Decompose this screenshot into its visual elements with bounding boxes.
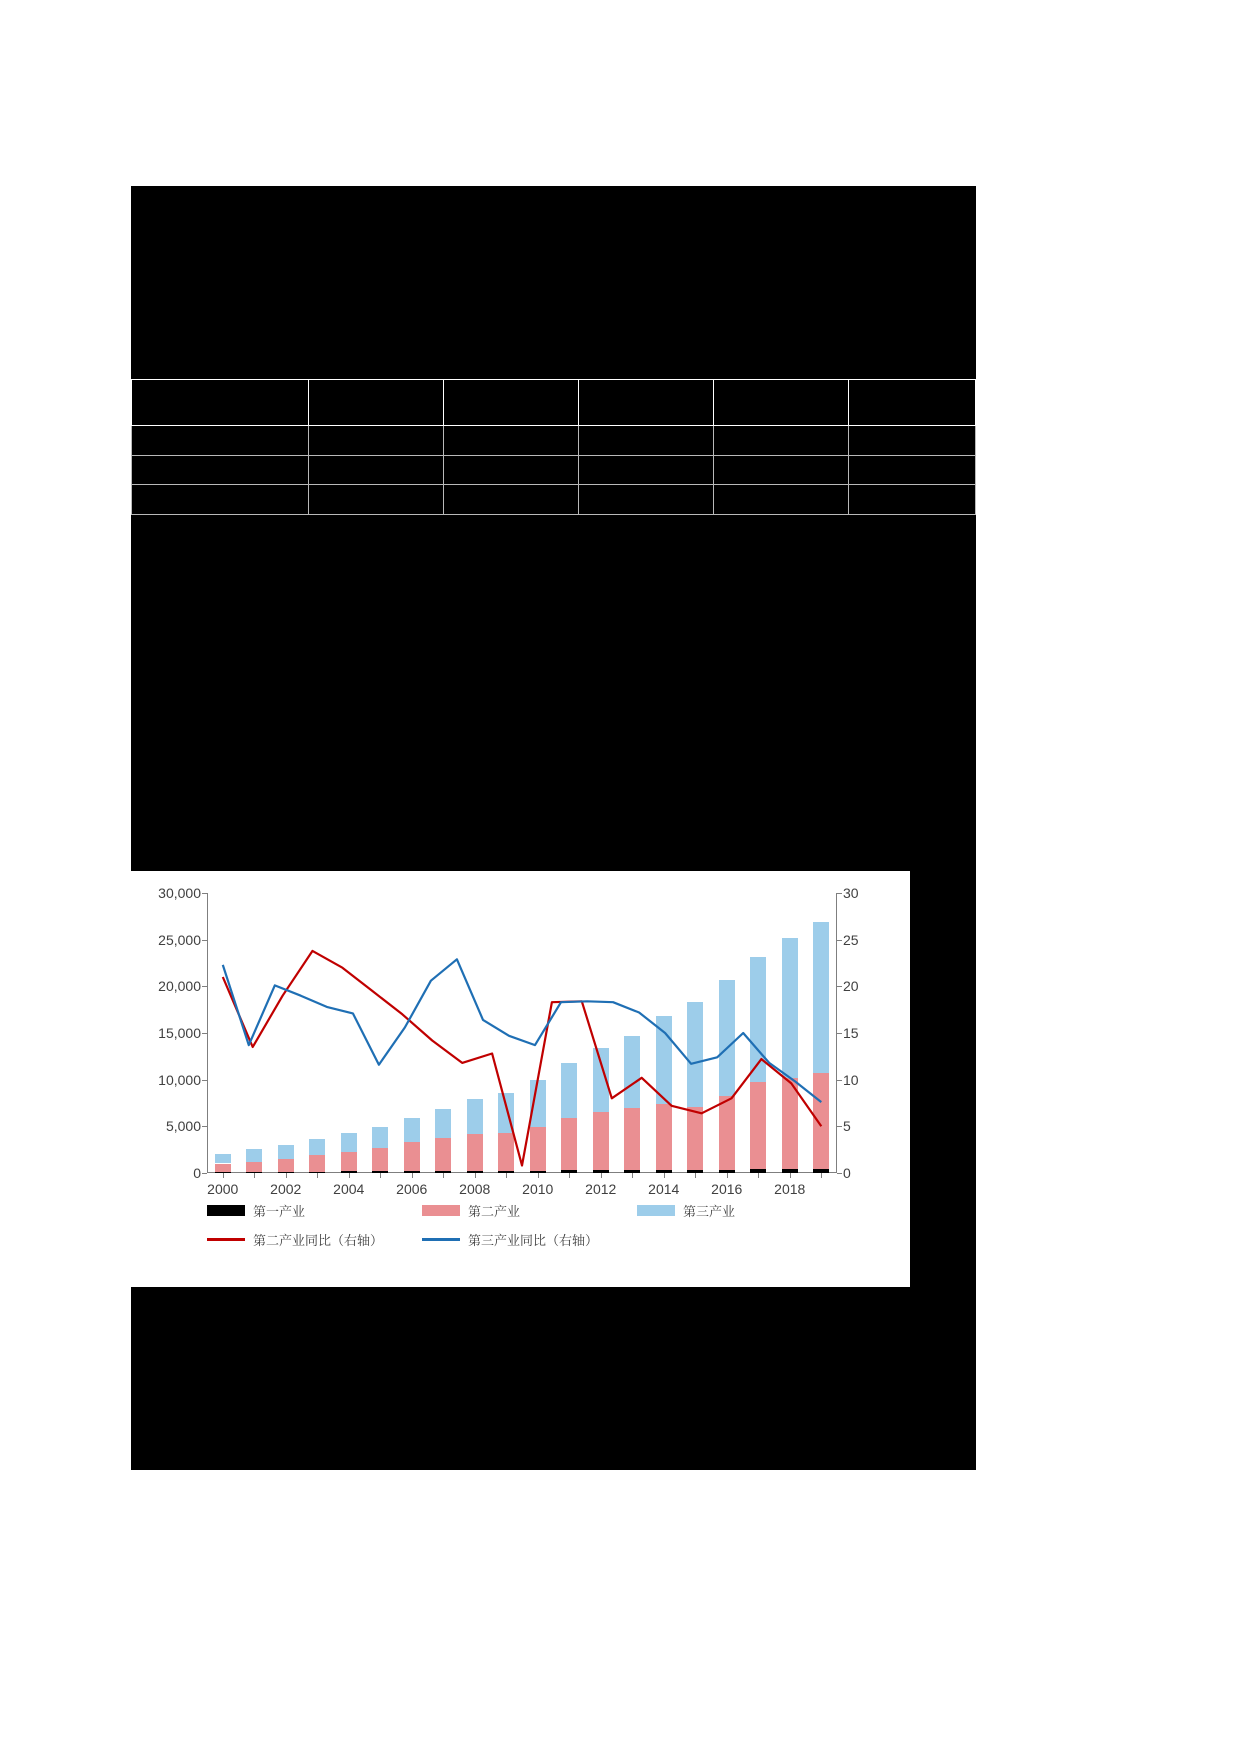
legend-label: 第三产业	[683, 1204, 736, 1219]
y-axis-tick-label: 15,000	[158, 1025, 201, 1041]
x-axis-tick-mark	[506, 1173, 507, 1178]
table-cell	[579, 380, 714, 426]
redacted-block-middle	[131, 515, 976, 871]
x-axis-tick-mark	[475, 1173, 476, 1178]
y-axis-tick-label: 20,000	[158, 978, 201, 995]
x-axis-tick-mark	[727, 1173, 728, 1178]
y2-axis-tick-mark	[837, 940, 842, 941]
legend-line-icon	[422, 1238, 460, 1241]
y-axis-tick-label: 30,000	[158, 885, 201, 901]
table-cell	[714, 426, 849, 456]
table-cell	[309, 485, 444, 515]
y2-axis-tick-mark	[837, 1126, 842, 1127]
table-cell	[132, 485, 309, 515]
x-axis-tick-mark	[349, 1173, 350, 1178]
chart-legend	[207, 1201, 887, 1259]
legend-item-tertiary-yoy	[422, 1230, 598, 1249]
legend-swatch-icon	[207, 1205, 245, 1216]
line-tertiary-yoy	[223, 959, 822, 1102]
x-axis-tick-mark	[632, 1173, 633, 1178]
table-cell	[132, 380, 309, 426]
y2-axis-tick-mark	[837, 1080, 842, 1081]
x-axis-tick-mark	[412, 1173, 413, 1178]
x-axis-tick-label: 2010	[522, 1181, 554, 1197]
x-axis-tick-mark	[695, 1173, 696, 1178]
x-axis-tick-mark	[254, 1173, 255, 1178]
table-cell	[849, 380, 976, 426]
table-cell	[444, 455, 579, 485]
x-axis-tick-mark	[317, 1173, 318, 1178]
y-axis-tick-label: 0	[193, 1165, 201, 1181]
y2-axis-tick-mark	[837, 893, 842, 894]
table-row	[132, 426, 976, 456]
legend-line-icon	[207, 1238, 245, 1241]
table-cell	[849, 485, 976, 515]
table-cell	[849, 455, 976, 485]
x-axis-tick-mark	[569, 1173, 570, 1178]
x-axis-tick-label: 2014	[648, 1181, 680, 1197]
x-axis-tick-label: 2016	[711, 1181, 743, 1197]
y2-axis-tick-label: 15	[843, 1025, 859, 1041]
table-cell	[579, 485, 714, 515]
y2-axis-tick-label: 5	[843, 1118, 851, 1135]
y2-axis-tick-label: 20	[843, 978, 859, 995]
legend-item-secondary	[422, 1201, 637, 1220]
table-cell	[714, 455, 849, 485]
legend-label: 第三产业同比（右轴）	[468, 1233, 599, 1248]
x-axis-tick-mark	[790, 1173, 791, 1178]
y2-axis-tick-mark	[837, 986, 842, 987]
legend-item-tertiary	[637, 1201, 735, 1220]
legend-row-lines	[207, 1230, 887, 1249]
y-axis-tick-mark	[202, 1173, 207, 1174]
x-axis-tick-mark	[538, 1173, 539, 1178]
chart-figure	[131, 871, 910, 1287]
table-row	[132, 380, 976, 426]
table-cell	[132, 455, 309, 485]
x-axis-tick-label: 2006	[396, 1181, 428, 1197]
legend-item-primary	[207, 1201, 422, 1220]
y-axis-tick-label: 5,000	[165, 1118, 201, 1135]
table-cell	[579, 455, 714, 485]
table-cell	[714, 485, 849, 515]
table-grid	[131, 379, 976, 515]
redacted-block-top	[131, 186, 976, 379]
x-axis-tick-label: 2000	[207, 1181, 239, 1197]
x-axis-tick-mark	[286, 1173, 287, 1178]
y2-axis-tick-label: 10	[843, 1071, 859, 1088]
table-row	[132, 485, 976, 515]
x-axis-tick-label: 2012	[585, 1181, 617, 1197]
legend-row-bars	[207, 1201, 887, 1220]
legend-label: 第二产业同比（右轴）	[253, 1233, 384, 1248]
legend-swatch-icon	[637, 1205, 675, 1216]
chart-plot-area	[158, 885, 859, 1197]
x-axis-tick-mark	[758, 1173, 759, 1178]
x-axis-tick-mark	[443, 1173, 444, 1178]
table-cell	[444, 426, 579, 456]
y-axis-tick-label: 25,000	[158, 931, 201, 948]
x-axis-tick-mark	[664, 1173, 665, 1178]
y2-axis-tick-label: 30	[843, 885, 859, 901]
line-secondary-yoy	[223, 951, 822, 1166]
legend-label: 第二产业	[468, 1204, 521, 1219]
table-cell	[579, 426, 714, 456]
table-cell	[714, 380, 849, 426]
x-axis-tick-label: 2002	[270, 1181, 302, 1197]
y-axis-tick-label: 10,000	[158, 1071, 201, 1088]
x-axis-tick-mark	[223, 1173, 224, 1178]
x-axis-tick-mark	[821, 1173, 822, 1178]
table-cell	[849, 426, 976, 456]
redacted-block-right-of-chart	[910, 871, 976, 1287]
table-cell	[309, 380, 444, 426]
y2-axis-tick-label: 25	[843, 931, 859, 948]
legend-swatch-icon	[422, 1205, 460, 1216]
table-row	[132, 455, 976, 485]
table-cell	[132, 426, 309, 456]
table-cell	[444, 485, 579, 515]
x-axis-tick-mark	[380, 1173, 381, 1178]
table-cell	[309, 455, 444, 485]
x-axis-tick-label: 2008	[459, 1181, 491, 1197]
x-axis-tick-mark	[601, 1173, 602, 1178]
legend-label: 第一产业	[253, 1204, 306, 1219]
redacted-block-bottom	[131, 1287, 976, 1470]
y2-axis-tick-label: 0	[843, 1165, 851, 1181]
redacted-table	[131, 379, 976, 515]
table-cell	[444, 380, 579, 426]
x-axis-tick-label: 2018	[774, 1181, 806, 1197]
line-series-group	[207, 893, 837, 1173]
y2-axis-tick-mark	[837, 1033, 842, 1034]
legend-item-secondary-yoy	[207, 1230, 422, 1249]
y2-axis-tick-mark	[837, 1173, 842, 1174]
x-axis-tick-label: 2004	[333, 1181, 365, 1197]
table-cell	[309, 426, 444, 456]
